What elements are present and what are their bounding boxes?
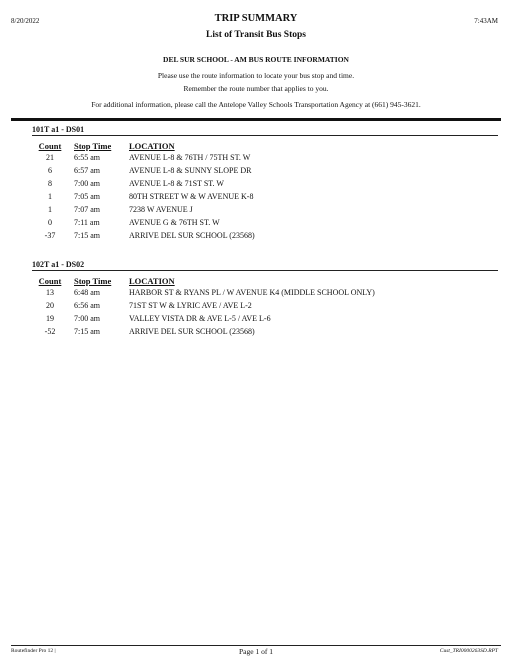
stop-location: 7238 W AVENUE J — [129, 205, 193, 214]
column-stop-time: Stop Time — [74, 276, 112, 286]
stop-time: 7:11 am — [74, 218, 100, 227]
stop-time: 6:57 am — [74, 166, 100, 175]
stop-row — [32, 218, 498, 231]
stop-location: HARBOR ST & RYANS PL / W AVENUE K4 (MIDDLE SCHOOL ONLY) — [129, 288, 375, 297]
stop-count: 6 — [48, 166, 52, 175]
report-subtitle: List of Transit Bus Stops — [206, 30, 306, 40]
stop-row — [32, 192, 498, 205]
stop-row — [32, 179, 498, 192]
column-count: Count — [38, 276, 62, 286]
column-location: LOCATION — [129, 276, 175, 286]
stop-count: 0 — [48, 218, 52, 227]
column-headers — [32, 276, 498, 288]
stop-time: 7:15 am — [74, 327, 100, 336]
stop-location: ARRIVE DEL SUR SCHOOL (23568) — [129, 327, 255, 336]
stop-row — [32, 205, 498, 218]
stop-time: 6:55 am — [74, 153, 100, 162]
stop-location: AVENUE L-8 & 76TH / 75TH ST. W — [129, 153, 251, 162]
stop-count: 13 — [46, 288, 54, 297]
stop-time: 7:00 am — [74, 314, 100, 323]
report-date: 8/20/2022 — [11, 17, 40, 25]
stop-time: 7:15 am — [74, 231, 100, 240]
stop-count: -37 — [44, 231, 56, 240]
stop-time: 6:56 am — [74, 301, 100, 310]
stop-time: 7:07 am — [74, 205, 100, 214]
stop-row — [32, 288, 498, 301]
stop-time: 6:48 am — [74, 288, 100, 297]
report-time: 7:43AM — [474, 17, 498, 25]
route-title: 102T a1 - DS02 — [32, 260, 85, 269]
stop-count: 19 — [46, 314, 54, 323]
stop-location: 80TH STREET W & W AVENUE K-8 — [129, 192, 254, 201]
stop-row — [32, 153, 498, 166]
column-location: LOCATION — [129, 141, 175, 151]
stop-location: ARRIVE DEL SUR SCHOOL (23568) — [129, 231, 255, 240]
stop-time: 7:05 am — [74, 192, 100, 201]
column-headers — [32, 141, 498, 153]
stop-row — [32, 301, 498, 314]
stop-row — [32, 166, 498, 179]
stop-location: VALLEY VISTA DR & AVE L-5 / AVE L-6 — [129, 314, 271, 323]
stop-location: AVENUE G & 76TH ST. W — [129, 218, 220, 227]
route-section — [32, 124, 498, 244]
page-number: Page 1 of 1 — [239, 647, 273, 656]
route-title: 101T a1 - DS01 — [32, 125, 85, 134]
footer-software: Routefinder Pro 12 | — [11, 648, 56, 654]
stop-row — [32, 314, 498, 327]
stop-count: 21 — [46, 153, 54, 162]
report-title: TRIP SUMMARY — [214, 13, 298, 24]
footer-divider — [11, 645, 501, 646]
header-divider — [11, 118, 501, 121]
info-line-3: For additional information, please call the Antelope Valley Schools Transportation Agency at (661) 945-3621. — [91, 100, 421, 109]
stop-row — [32, 231, 498, 244]
route-divider — [32, 135, 498, 136]
stop-location: 71ST ST W & LYRIC AVE / AVE L-2 — [129, 301, 252, 310]
stop-count: -52 — [44, 327, 56, 336]
route-divider — [32, 270, 498, 271]
stop-row — [32, 327, 498, 340]
stop-count: 1 — [48, 205, 52, 214]
stop-count: 1 — [48, 192, 52, 201]
info-line-1: Please use the route information to locate your bus stop and time. — [157, 71, 355, 80]
stop-count: 20 — [46, 301, 54, 310]
column-stop-time: Stop Time — [74, 141, 112, 151]
report-file-name: Cust_TRI0000263SD.RPT — [439, 648, 498, 654]
route-info-heading: DEL SUR SCHOOL - AM BUS ROUTE INFORMATION — [163, 55, 349, 64]
column-count: Count — [38, 141, 62, 151]
stop-time: 7:00 am — [74, 179, 100, 188]
stop-count: 8 — [48, 179, 52, 188]
stop-location: AVENUE L-8 & 71ST ST. W — [129, 179, 224, 188]
stop-location: AVENUE L-8 & SUNNY SLOPE DR — [129, 166, 252, 175]
info-line-2: Remember the route number that applies to you. — [183, 84, 329, 93]
route-section — [32, 259, 498, 340]
